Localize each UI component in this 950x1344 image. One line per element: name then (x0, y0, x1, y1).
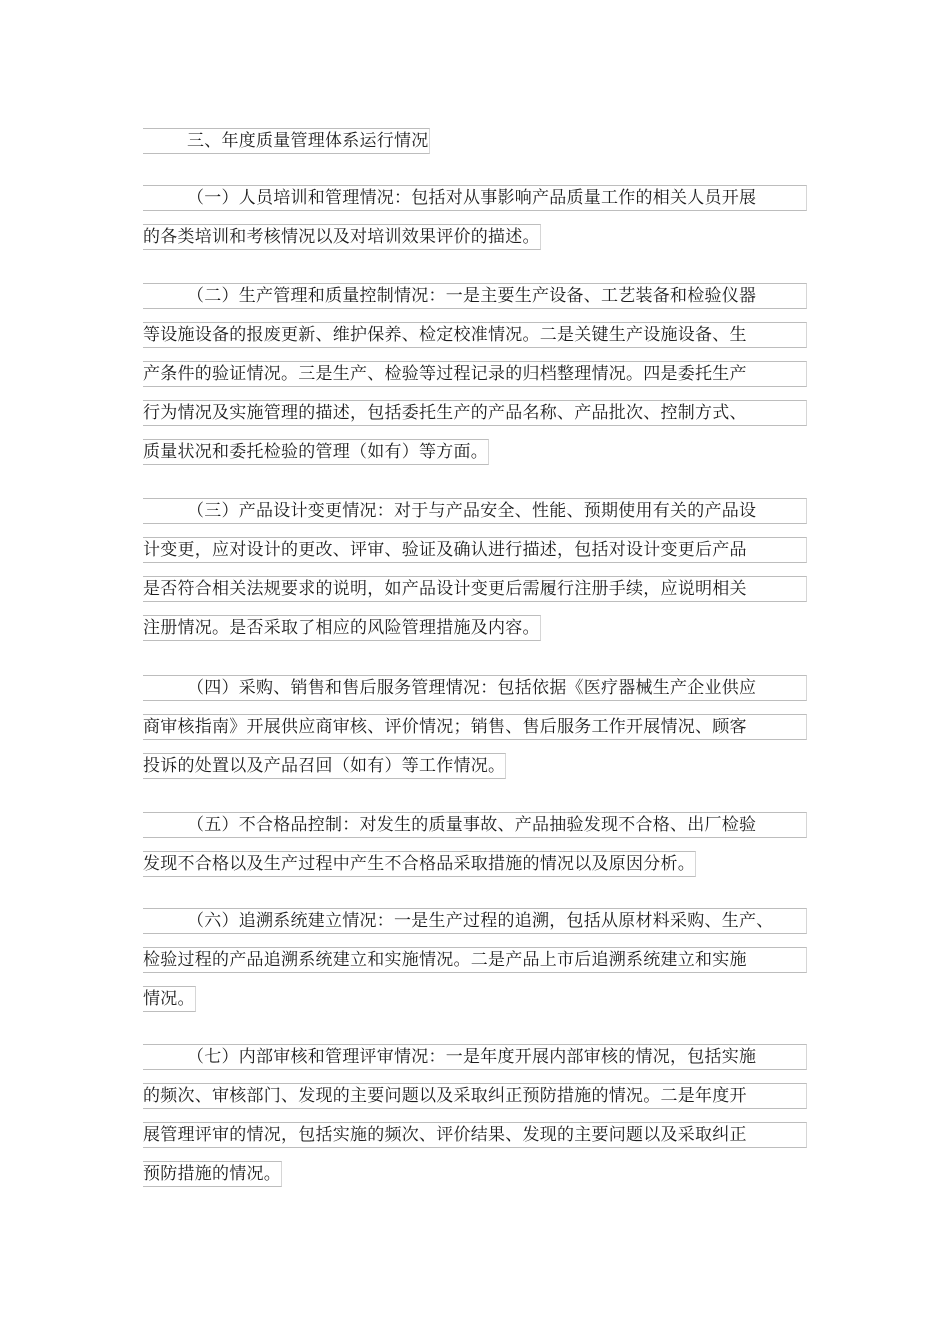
section-heading (143, 128, 807, 171)
paragraph-internal-audit (143, 1044, 807, 1204)
paragraph-line: 情况。 (143, 986, 196, 1012)
paragraph-line: 检验过程的产品追溯系统建立和实施情况。二是产品上市后追溯系统建立和实施 (143, 947, 807, 973)
paragraph-line: （一）人员培训和管理情况：包括对从事影响产品质量工作的相关人员开展 (143, 185, 807, 211)
paragraph-line: 质量状况和委托检验的管理（如有）等方面。 (143, 439, 489, 465)
paragraph-nonconforming-control (143, 812, 807, 894)
paragraph-procurement-sales (143, 675, 807, 796)
paragraph-line: 的各类培训和考核情况以及对培训效果评价的描述。 (143, 224, 541, 250)
paragraph-line: （二）生产管理和质量控制情况：一是主要生产设备、工艺装备和检验仪器 (143, 283, 807, 309)
paragraph-line: 等设施设备的报废更新、维护保养、检定校准情况。二是关键生产设施设备、生 (143, 322, 807, 348)
paragraph-line: 发现不合格以及生产过程中产生不合格品采取措施的情况以及原因分析。 (143, 851, 696, 877)
paragraph-line: 产条件的验证情况。三是生产、检验等过程记录的归档整理情况。四是委托生产 (143, 361, 807, 387)
paragraph-personnel-training (143, 185, 807, 267)
paragraph-line: 的频次、审核部门、发现的主要问题以及采取纠正预防措施的情况。二是年度开 (143, 1083, 807, 1109)
paragraph-line: 是否符合相关法规要求的说明，如产品设计变更后需履行注册手续，应说明相关 (143, 576, 807, 602)
paragraph-line: 计变更，应对设计的更改、评审、验证及确认进行描述，包括对设计变更后产品 (143, 537, 807, 563)
paragraph-traceability (143, 908, 807, 1029)
paragraph-line: （六）追溯系统建立情况：一是生产过程的追溯，包括从原材料采购、生产、 (143, 908, 807, 934)
paragraph-line: （七）内部审核和管理评审情况：一是年度开展内部审核的情况，包括实施 (143, 1044, 807, 1070)
paragraph-line: （四）采购、销售和售后服务管理情况：包括依据《医疗器械生产企业供应 (143, 675, 807, 701)
paragraph-design-change (143, 498, 807, 658)
paragraph-line: 注册情况。是否采取了相应的风险管理措施及内容。 (143, 615, 541, 641)
paragraph-line: 行为情况及实施管理的描述，包括委托生产的产品名称、产品批次、控制方式、 (143, 400, 807, 426)
heading-line: 三、年度质量管理体系运行情况 (143, 128, 430, 154)
paragraph-line: 商审核指南》开展供应商审核、评价情况；销售、售后服务工作开展情况、顾客 (143, 714, 807, 740)
paragraph-line: （三）产品设计变更情况：对于与产品安全、性能、预期使用有关的产品设 (143, 498, 807, 524)
paragraph-production-management (143, 283, 807, 482)
paragraph-line: 投诉的处置以及产品召回（如有）等工作情况。 (143, 753, 506, 779)
paragraph-line: 预防措施的情况。 (143, 1161, 282, 1187)
paragraph-line: （五）不合格品控制：对发生的质量事故、产品抽验发现不合格、出厂检验 (143, 812, 807, 838)
paragraph-line: 展管理评审的情况，包括实施的频次、评价结果、发现的主要问题以及采取纠正 (143, 1122, 807, 1148)
